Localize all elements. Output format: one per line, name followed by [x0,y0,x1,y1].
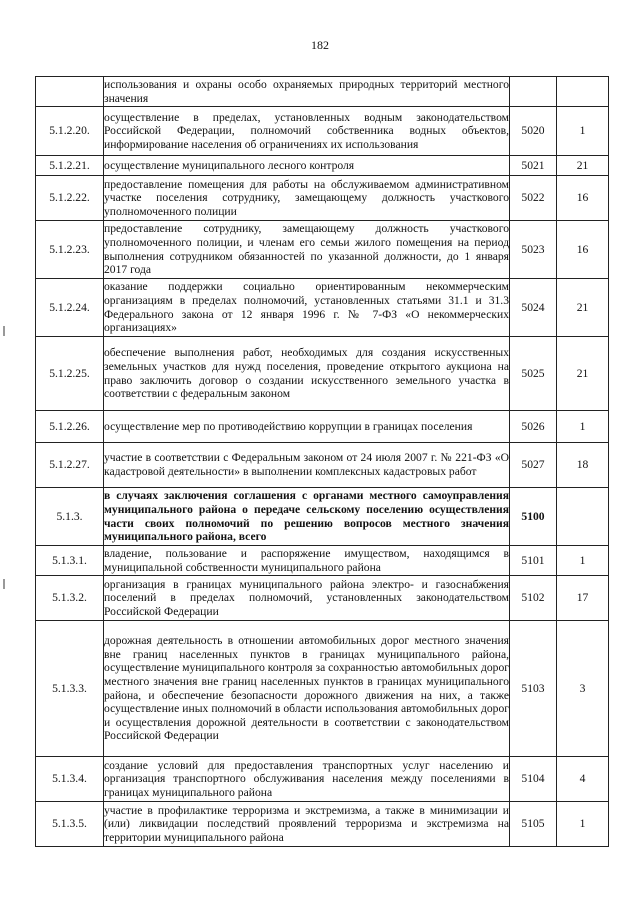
row-description: организация в границах муниципального района электро- и газоснабжения поселений в пределах полномочий, установленных законодательством Российской Федерации [104,576,510,621]
row-value: 3 [557,621,609,757]
table-row [36,757,609,802]
table-row [36,176,609,221]
table-row [36,443,609,488]
row-line-number: 5100 [510,488,557,546]
row-line-number: 5104 [510,757,557,802]
table-row [36,576,609,621]
scan-mark [3,326,5,336]
row-description: использования и охраны особо охраняемых природных территорий местного значения [104,77,509,105]
row-code: 5.1.3.4. [36,757,104,802]
row-description: дорожная деятельность в отношении автомобильных дорог местного значения вне границ населенных пунктов в границах муниципального района, осуществление муниципального контроля за сохранностью автомобильных дорог местного значения вне границ населенных пунктов в границах муниципального района, и обеспечение безопасности дорожного движения на них, а также осуществление иных полномочий в области использования автомобильных дорог и осуществления дорожной деятельности в соответствии с законодательством Российской Федерации [104,621,510,757]
table-row [36,77,609,107]
row-value: 18 [557,443,609,488]
row-value: 1 [557,802,609,847]
row-value: 1 [557,411,609,443]
table-row [36,802,609,847]
row-value: 21 [557,279,609,337]
row-code: 5.1.3.5. [36,802,104,847]
row-line-number: 5027 [510,443,557,488]
row-value: 1 [557,546,609,576]
row-value: 16 [557,176,609,221]
row-code: 5.1.2.23. [36,221,104,279]
table-row [36,221,609,279]
table-row [36,156,609,176]
table-row [36,488,609,546]
row-line-number: 5101 [510,546,557,576]
row-line-number: 5102 [510,576,557,621]
row-line-number: 5021 [510,156,557,176]
row-code: 5.1.2.21. [36,156,104,176]
row-value: 21 [557,337,609,411]
row-line-number: 5022 [510,176,557,221]
row-code: 5.1.2.22. [36,176,104,221]
row-description: предоставление сотруднику, замещающему должность участкового уполномоченного полиции, и членам его семьи жилого помещения на период выполнения сотрудником обязанностей по указанной должности, до 1 января 2017 года [104,221,510,279]
row-value: 21 [557,156,609,176]
row-code: 5.1.3.2. [36,576,104,621]
row-description: участие в соответствии с Федеральным законом от 24 июля 2007 г. № 221-ФЗ «О кадастровой деятельности» в выполнении комплексных кадастровых работ [104,443,510,488]
row-value: 4 [557,757,609,802]
scan-mark [3,579,5,589]
row-value [557,77,609,107]
row-code: 5.1.2.25. [36,337,104,411]
row-value [557,488,609,546]
row-description: участие в профилактике терроризма и экстремизма, а также в минимизации и (или) ликвидации последствий проявлений терроризма и экстремизма на территории муниципального района [104,802,510,847]
table-row [36,621,609,757]
row-code: 5.1.3. [36,488,104,546]
row-description: в случаях заключения соглашения с органами местного самоуправления муниципального района о передаче сельскому поселению осуществления части своих полномочий по решению вопросов местного значения муниципального района, всего [104,488,510,546]
table-row [36,546,609,576]
table-row [36,337,609,411]
row-code: 5.1.3.3. [36,621,104,757]
row-line-number: 5105 [510,802,557,847]
row-line-number: 5024 [510,279,557,337]
page-number: 182 [311,38,329,52]
row-line-number: 5025 [510,337,557,411]
row-line-number: 5020 [510,107,557,156]
table-row [36,411,609,443]
row-description: осуществление муниципального лесного контроля [104,156,510,176]
indicators-table [35,76,609,847]
row-code: 5.1.2.24. [36,279,104,337]
row-description: предоставление помещения для работы на обслуживаемом административном участке поселения сотруднику, замещающему должность участкового уполномоченного полиции [104,176,510,221]
row-code: 5.1.3.1. [36,546,104,576]
table-row [36,279,609,337]
row-code: 5.1.2.26. [36,411,104,443]
row-value: 1 [557,107,609,156]
row-code [36,77,104,107]
row-code: 5.1.2.27. [36,443,104,488]
row-description: осуществление мер по противодействию коррупции в границах поселения [104,411,510,443]
row-line-number [510,77,557,107]
row-line-number: 5103 [510,621,557,757]
row-line-number: 5023 [510,221,557,279]
row-value: 17 [557,576,609,621]
table-row [36,107,609,156]
row-description: создание условий для предоставления транспортных услуг населению и организация транспортного обслуживания населения между поселениями в границах муниципального района [104,757,510,802]
row-value: 16 [557,221,609,279]
row-description: владение, пользование и распоряжение имуществом, находящимся в муниципальной собственности муниципального района [104,546,509,574]
table-body [36,77,609,847]
row-description: осуществление в пределах, установленных водным законодательством Российской Федерации, полномочий собственника водных объектов, информирование населения об ограничениях их использования [104,107,510,156]
row-line-number: 5026 [510,411,557,443]
row-code: 5.1.2.20. [36,107,104,156]
row-description: обеспечение выполнения работ, необходимых для создания искусственных земельных участков для нужд поселения, проведение открытого аукциона на право заключить договор о создании искусственного земельного участка в соответствии с федеральным законом [104,337,510,411]
row-description: оказание поддержки социально ориентированным некоммерческим организациям в пределах полномочий, установленных статьями 31.1 и 31.3 Федерального закона от 12 января 1996 г. № 7-ФЗ «О некоммерческих организациях» [104,279,510,337]
